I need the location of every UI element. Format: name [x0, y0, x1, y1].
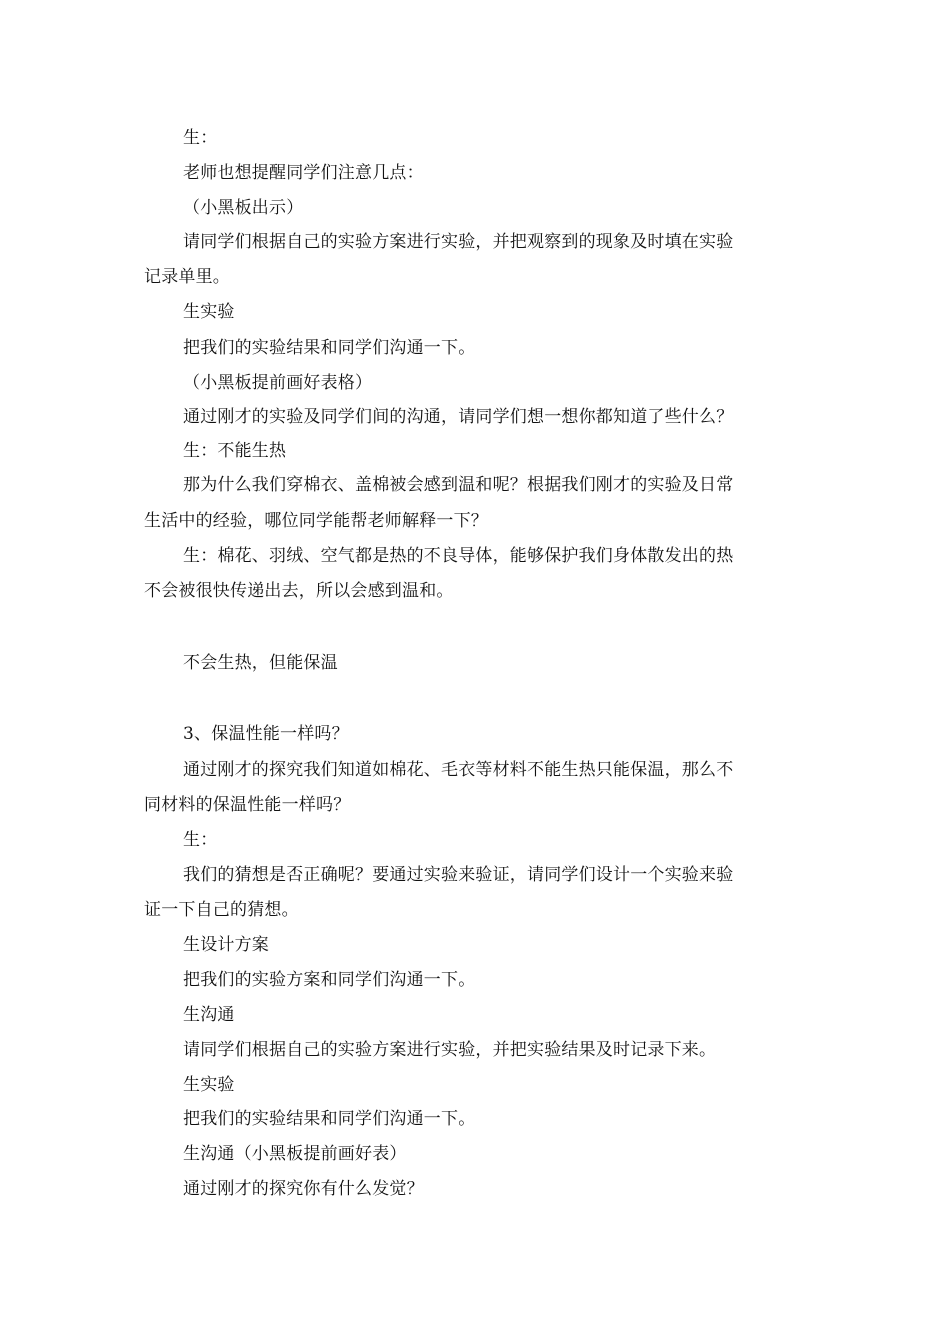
text-line: 3、保温性能一样吗？ — [183, 724, 349, 744]
text-line: 证一下自己的猜想。 — [144, 900, 299, 920]
text-line: （小黑板出示） — [183, 198, 304, 218]
text-line: 生沟通（小黑板提前画好表） — [183, 1144, 407, 1164]
text-line: 生： — [183, 128, 218, 148]
text-line: 不会被很快传递出去，所以会感到温和。 — [144, 581, 454, 601]
text-line: 那为什么我们穿棉衣、盖棉被会感到温和呢？根据我们刚才的实验及日常 — [183, 475, 734, 495]
text-line: 记录单里。 — [144, 267, 230, 287]
text-line: 请同学们根据自己的实验方案进行实验，并把观察到的现象及时填在实验 — [183, 232, 734, 252]
text-line: 生设计方案 — [183, 935, 269, 955]
text-line: 把我们的实验方案和同学们沟通一下。 — [183, 970, 476, 990]
text-line: 我们的猜想是否正确呢？要通过实验来验证，请同学们设计一个实验来验 — [183, 865, 734, 885]
text-line: 生：不能生热 — [183, 441, 287, 461]
text-line: 生实验 — [183, 302, 235, 322]
text-line: 同材料的保温性能一样吗？ — [144, 795, 351, 815]
text-line: 请同学们根据自己的实验方案进行实验，并把实验结果及时记录下来。 — [183, 1040, 717, 1060]
text-line: 通过刚才的实验及同学们间的沟通，请同学们想一想你都知道了些什么？ — [183, 407, 734, 427]
text-line: 生：棉花、羽绒、空气都是热的不良导体，能够保护我们身体散发出的热 — [183, 546, 734, 566]
text-line: 通过刚才的探究你有什么发觉？ — [183, 1179, 424, 1199]
text-line: 不会生热，但能保温 — [183, 653, 338, 673]
text-line: 通过刚才的探究我们知道如棉花、毛衣等材料不能生热只能保温，那么不 — [183, 760, 734, 780]
text-line: 生： — [183, 830, 218, 850]
text-line: （小黑板提前画好表格） — [183, 373, 373, 393]
text-line: 生活中的经验，哪位同学能帮老师解释一下？ — [144, 511, 488, 531]
text-line: 生实验 — [183, 1075, 235, 1095]
text-line: 老师也想提醒同学们注意几点： — [183, 163, 424, 183]
text-line: 把我们的实验结果和同学们沟通一下。 — [183, 1109, 476, 1129]
text-line: 生沟通 — [183, 1005, 235, 1025]
text-line: 把我们的实验结果和同学们沟通一下。 — [183, 338, 476, 358]
